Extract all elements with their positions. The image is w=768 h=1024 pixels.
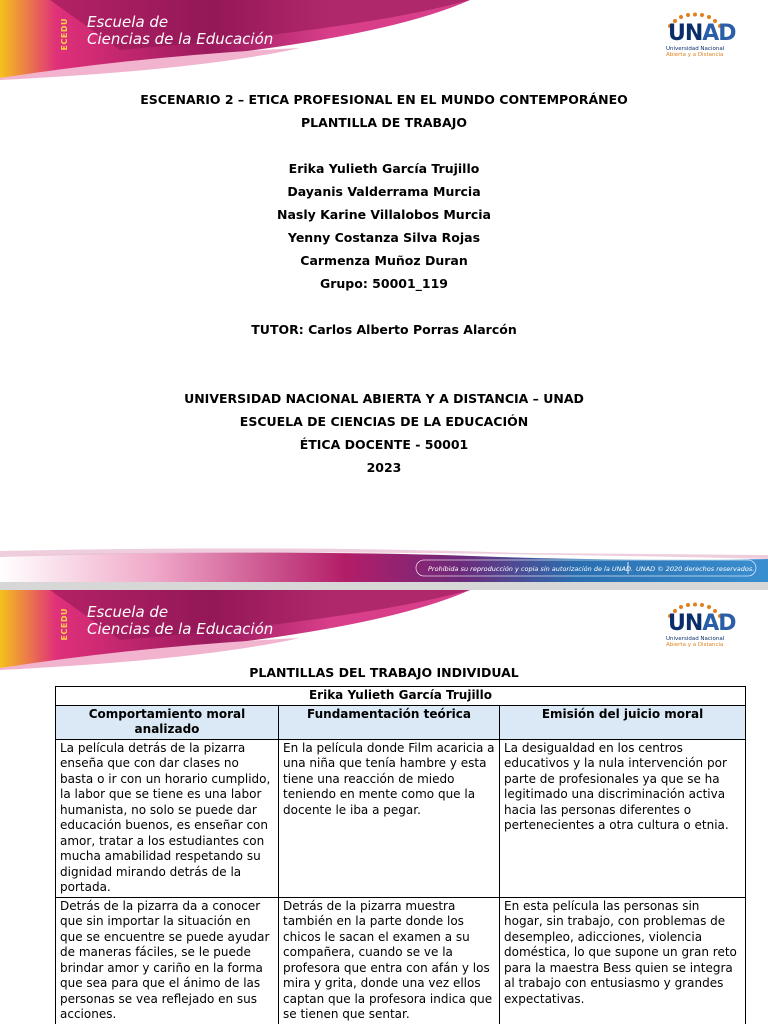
school-brand [87, 14, 273, 48]
header-behavior: Comportamiento moral analizado [56, 705, 279, 739]
logo-subtitle-2: Abierta y a Distancia [666, 642, 724, 648]
brand-line-2: Ciencias de la Educación [87, 620, 274, 638]
header-foundation: Fundamentación teórica [279, 705, 500, 739]
table-row [56, 739, 746, 897]
author-3: Nasly Karine Villalobos Murcia [277, 207, 491, 222]
cover-title-1: ESCENARIO 2 – ETICA PROFESIONAL EN EL MUNDO CONTEMPORÁNEO [140, 92, 628, 107]
group-label: Grupo: 50001_119 [319, 276, 449, 291]
moral-analysis-table [55, 686, 746, 1024]
author-5: Carmenza Muñoz Duran [300, 253, 468, 268]
logo-subtitle-1: Universidad Nacional [666, 636, 725, 642]
cover-title-2: PLANTILLA DE TRABAJO [301, 115, 467, 130]
table-cell: En la película donde Film acaricia a una niña que tenía hambre y esta tiene una reacción de miedo teniendo en mente como que la docente le iba a pegar. [279, 739, 500, 897]
table-header-row [56, 705, 746, 739]
table-row [56, 897, 746, 1024]
table-cell: Detrás de la pizarra da a conocer que sin importar la situación en que se encuentre se puede ayudar de maneras fáciles, se le puede brindar amor y cariño en la forma que sea para que el ánimo de las personas se vea reflejado en sus acciones. [56, 897, 279, 1024]
footer-notice: Prohibida su reproducción y copia sin autorización de la UNAD. [428, 565, 634, 573]
individual-work-page [0, 590, 768, 1024]
table-cell: La desigualdad en los centros educativos y la nula intervención por parte de profesionales ya que se ha legitimado una discriminación activa hacia las personas diferentes o pertenecientes a otra cultura o etnia. [500, 739, 746, 897]
page-header-2 [0, 590, 768, 670]
page-header [0, 0, 768, 80]
ecedu-tag-2: ECEDU [60, 608, 69, 641]
course-name: ÉTICA DOCENTE - 50001 [299, 437, 469, 452]
author-4: Yenny Costanza Silva Rojas [287, 230, 481, 245]
tutor-label: TUTOR: Carlos Alberto Porras Alarcón [251, 322, 517, 337]
logo-wordmark: UNAD [668, 611, 736, 636]
table-cell: Detrás de la pizarra muestra también en la parte donde los chicos le sacan el examen a su compañera, cuando se ve la profesora que entra con afán y los mira y grita, donde una vez ellos captan que la profesora indica que se tienen que sentar. [279, 897, 500, 1024]
logo-subtitle-1: Universidad Nacional [666, 46, 725, 52]
brand-line-2: Ciencias de la Educación [87, 30, 274, 48]
university-name: UNIVERSIDAD NACIONAL ABIERTA Y A DISTANCIA – UNAD [184, 391, 584, 406]
brand-line-1: Escuela de [87, 603, 169, 621]
page-separator [0, 582, 768, 590]
unad-logo-2 [660, 602, 748, 650]
section-title: PLANTILLAS DEL TRABAJO INDIVIDUAL [249, 665, 519, 680]
brand-line-1: Escuela de [87, 13, 169, 31]
year-label: 2023 [366, 460, 402, 475]
header-judgment: Emisión del juicio moral [500, 705, 746, 739]
school-brand-2 [87, 604, 273, 638]
footer-banner [0, 545, 768, 582]
table-cell: La película detrás de la pizarra enseña que con dar clases no basta o ir con un horario cumplido, la labor que se tiene es una labor humanista, no solo se puede dar educación buenos, es enseñar con amor, tratar a los estudiantes con mucha amabilidad respetando su dignidad mirando detrás de la portada. [56, 739, 279, 897]
logo-wordmark: UNAD [668, 21, 736, 46]
author-2: Dayanis Valderrama Murcia [287, 184, 481, 199]
student-name: Erika Yulieth García Trujillo [56, 687, 746, 706]
page-footer [0, 545, 768, 582]
ecedu-tag: ECEDU [60, 18, 69, 51]
footer-copyright: UNAD © 2020 derechos reservados. [636, 565, 755, 573]
table-name-row [56, 687, 746, 706]
unad-logo [660, 12, 748, 60]
table-cell: En esta película las personas sin hogar, sin trabajo, con problemas de desempleo, adicciones, violencia doméstica, lo que supone un gran reto para la maestra Bess quien se integra al trabajo con entusiasmo y grandes expectativas. [500, 897, 746, 1024]
school-name: ESCUELA DE CIENCIAS DE LA EDUCACIÓN [239, 414, 529, 429]
author-1: Erika Yulieth García Trujillo [288, 161, 480, 176]
logo-subtitle-2: Abierta y a Distancia [666, 52, 724, 58]
